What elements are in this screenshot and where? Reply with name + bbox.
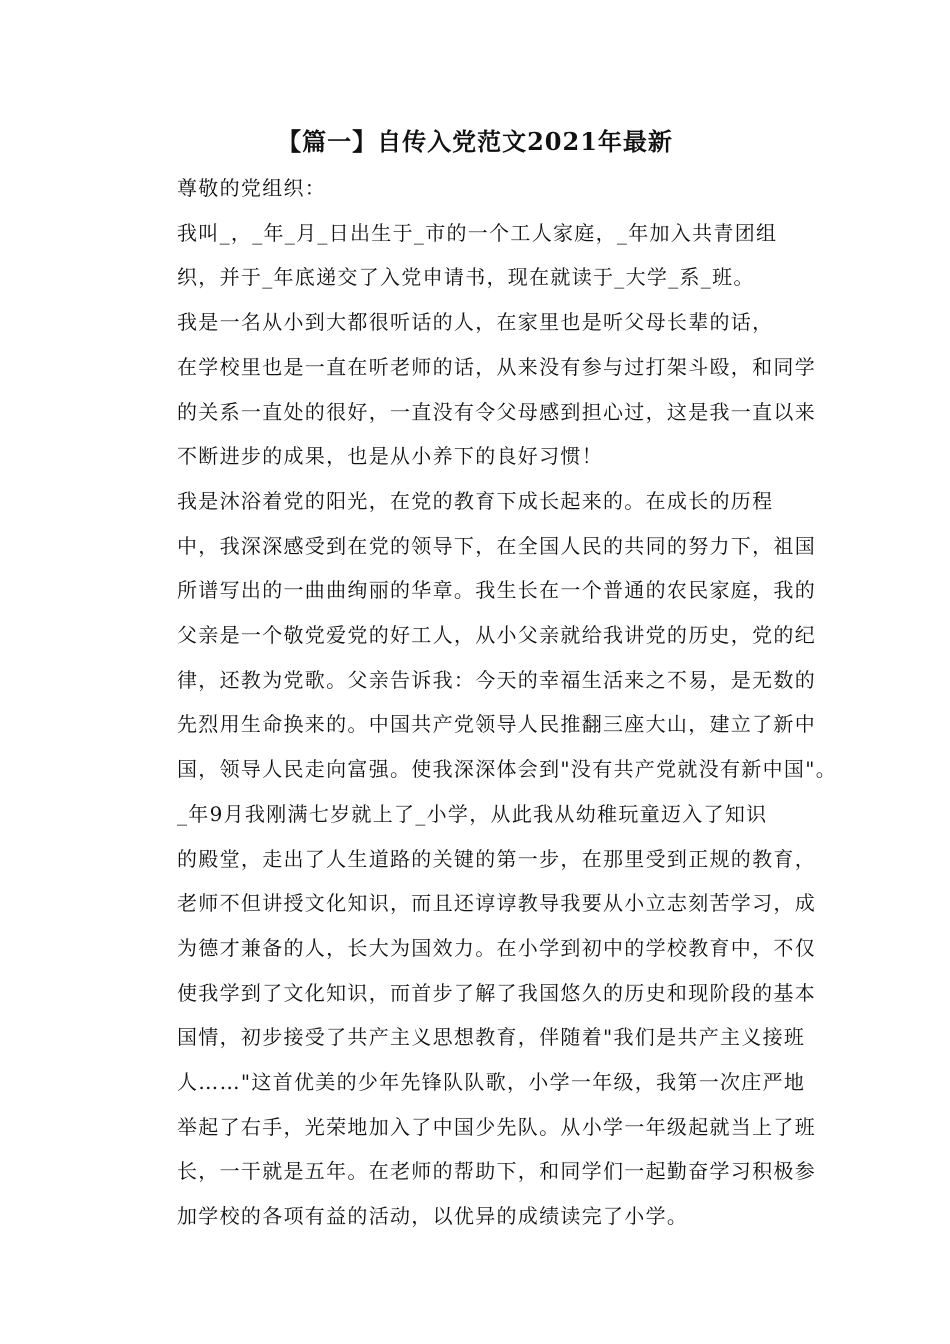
paragraph-3 xyxy=(137,479,837,792)
text-line: 所谱写出的一曲曲绚丽的华章。我生长在一个普通的农民家庭，我的 xyxy=(177,578,816,603)
text-line: 使我学到了文化知识，而首步了解了我国悠久的历史和现阶段的基本 xyxy=(177,980,816,1005)
text-line: 老师不但讲授文化知识，而且还谆谆教导我要从小立志刻苦学习，成 xyxy=(177,891,816,916)
paragraph-2 xyxy=(137,300,816,479)
text-line: 国，领导人民走向富强。使我深深体会到"没有共产党就没有新中国"。 xyxy=(177,757,837,782)
text-line: 人……"这首优美的少年先锋队队歌，小学一年级，我第一次庄严地 xyxy=(177,1070,806,1095)
text-line: 国情，初步接受了共产主义思想教育，伴随着"我们是共产主义接班 xyxy=(177,1025,806,1050)
text-line: 织，并于_年底递交了入党申请书，现在就读于_大学_系_班。 xyxy=(177,265,755,290)
text-line: _年9月我刚满七岁就上了_小学，从此我从幼稚玩童迈入了知识 xyxy=(177,801,768,826)
document-body xyxy=(137,166,837,1239)
text-line: 举起了右手，光荣地加入了中国少先队。从小学一年级起就当上了班 xyxy=(177,1114,816,1139)
text-line: 的殿堂，走出了人生道路的关键的第一步，在那里受到正规的教育， xyxy=(177,846,816,871)
text-line: 长，一干就是五年。在老师的帮助下，和同学们一起勤奋学习积极参 xyxy=(177,1159,816,1184)
text-line: 先烈用生命换来的。中国共产党领导人民推翻三座大山，建立了新中 xyxy=(177,712,816,737)
text-line: 在学校里也是一直在听老师的话，从来没有参与过打架斗殴，和同学 xyxy=(177,354,816,379)
text-line: 中，我深深感受到在党的领导下，在全国人民的共同的努力下，祖国 xyxy=(177,533,816,558)
paragraph-4 xyxy=(137,792,816,1239)
salutation: 尊敬的党组织： xyxy=(177,176,327,200)
text-line: 加学校的各项有益的活动，以优异的成绩读完了小学。 xyxy=(177,1204,689,1229)
paragraph-1 xyxy=(137,211,809,300)
document-title: 【篇一】自传入党范文2021年最新 xyxy=(277,127,673,156)
text-line: 我是沐浴着党的阳光，在党的教育下成长起来的。在成长的历程 xyxy=(177,488,774,513)
text-line: 我是一名从小到大都很听话的人，在家里也是听父母长辈的话， xyxy=(177,310,774,335)
text-line: 为德才兼备的人，长大为国效力。在小学到初中的学校教育中，不仅 xyxy=(177,935,816,960)
text-line: 的关系一直处的很好，一直没有令父母感到担心过，这是我一直以来 xyxy=(177,399,816,424)
text-line: 不断进步的成果，也是从小养下的良好习惯！ xyxy=(177,444,603,469)
text-line: 律，还教为党歌。父亲告诉我：今天的幸福生活来之不易，是无数的 xyxy=(177,667,816,692)
text-line: 父亲是一个敬党爱党的好工人，从小父亲就给我讲党的历史，党的纪 xyxy=(177,623,816,648)
text-line: 我叫_，_年_月_日出生于_市的一个工人家庭，_年加入共青团组 xyxy=(177,220,778,245)
